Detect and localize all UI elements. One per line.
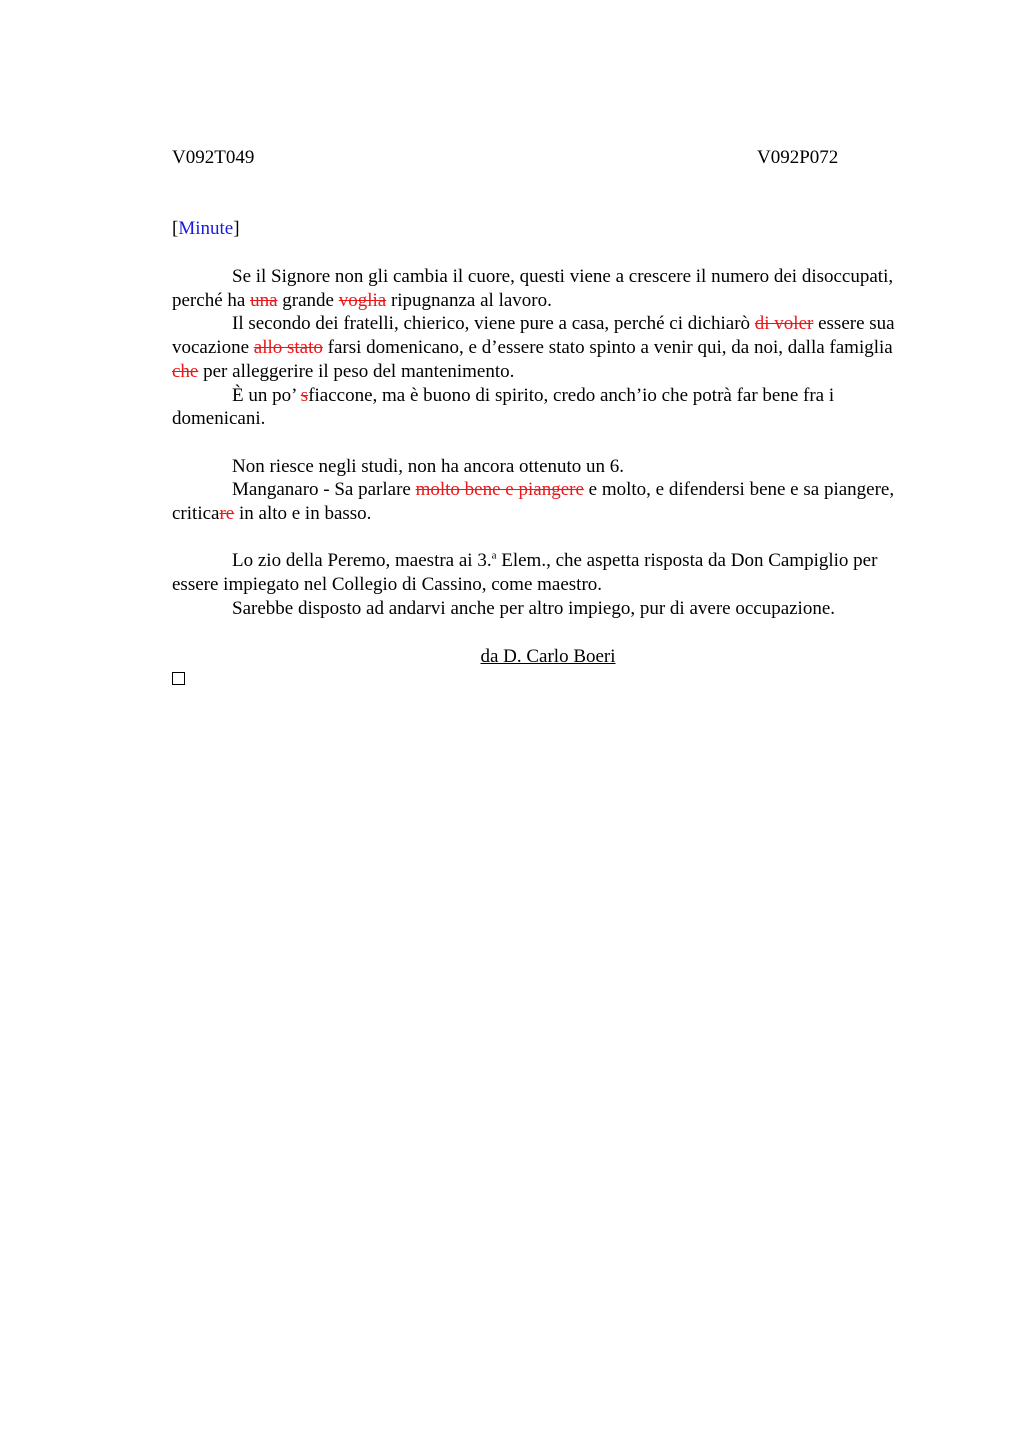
text-run: essere sua vocazione — [172, 313, 895, 359]
text-run: per alleggerire il peso del mantenimento. — [198, 360, 515, 382]
text-run: grande — [277, 289, 339, 311]
paragraph-5 — [172, 478, 922, 525]
superscript: a — [491, 550, 497, 563]
text-run: farsi domenicano, e d’essere stato spinto a venir qui, da noi, dalla famiglia — [322, 337, 893, 359]
text-run: Se il Signore non gli cambia il cuore, questi viene a crescere il numero dei disoccupati, perché ha — [172, 266, 894, 311]
document-code-left: V092T049 — [172, 147, 255, 168]
document-body — [172, 265, 922, 621]
paragraph-7: Sarebbe disposto ad andarvi anche per altro impiego, pur di avere occupazione. — [232, 597, 836, 619]
text-run: Elem., che aspetta risposta da Don Campiglio per essere impiegato nel Collegio di Cassino, come maestro. — [172, 550, 878, 596]
deleted-text: molto bene e piangere — [415, 479, 584, 501]
deleted-text: s — [300, 384, 309, 406]
paragraph-3 — [172, 384, 922, 431]
text-run: È un po’ — [232, 384, 301, 406]
deleted-text: una — [250, 289, 278, 311]
deleted-text: che — [172, 360, 199, 382]
paragraph-gap — [172, 526, 922, 550]
paragraph-6 — [172, 549, 922, 596]
signature-text: da D. Carlo Boeri — [480, 646, 616, 667]
text-run: Il secondo dei fratelli, chierico, viene pure a casa, perché ci dichiarò — [232, 313, 755, 335]
text-run: e molto, e difendersi bene e sa piangere, critica — [172, 479, 895, 525]
paragraph-2 — [172, 312, 922, 383]
paragraph-gap — [172, 431, 922, 455]
text-run: Manganaro - Sa parlare — [232, 479, 416, 501]
document-code-right: V092P072 — [757, 147, 839, 168]
section-bracket-close: ] — [233, 218, 240, 239]
text-run: in alto e in basso. — [234, 503, 372, 525]
deleted-text: allo stato — [253, 337, 323, 359]
paragraph-1 — [172, 265, 922, 312]
deleted-text: voglia — [338, 289, 387, 311]
end-square-icon — [172, 672, 185, 685]
deleted-text: re — [219, 503, 235, 525]
signature — [0, 645, 1024, 669]
paragraph-4: Non riesce negli studi, non ha ancora ottenuto un 6. — [232, 455, 625, 477]
section-bracket-open: [ — [172, 218, 179, 239]
text-run: Lo zio della Peremo, maestra ai 3. — [232, 550, 492, 572]
text-run: fiaccone, ma è buono di spirito, credo anch’io che potrà far bene fra i domenicani. — [172, 384, 835, 430]
deleted-text: di voler — [754, 313, 814, 335]
text-run: ripugnanza al lavoro. — [386, 289, 552, 311]
section-heading — [172, 217, 240, 241]
section-label: Minute — [178, 218, 234, 239]
